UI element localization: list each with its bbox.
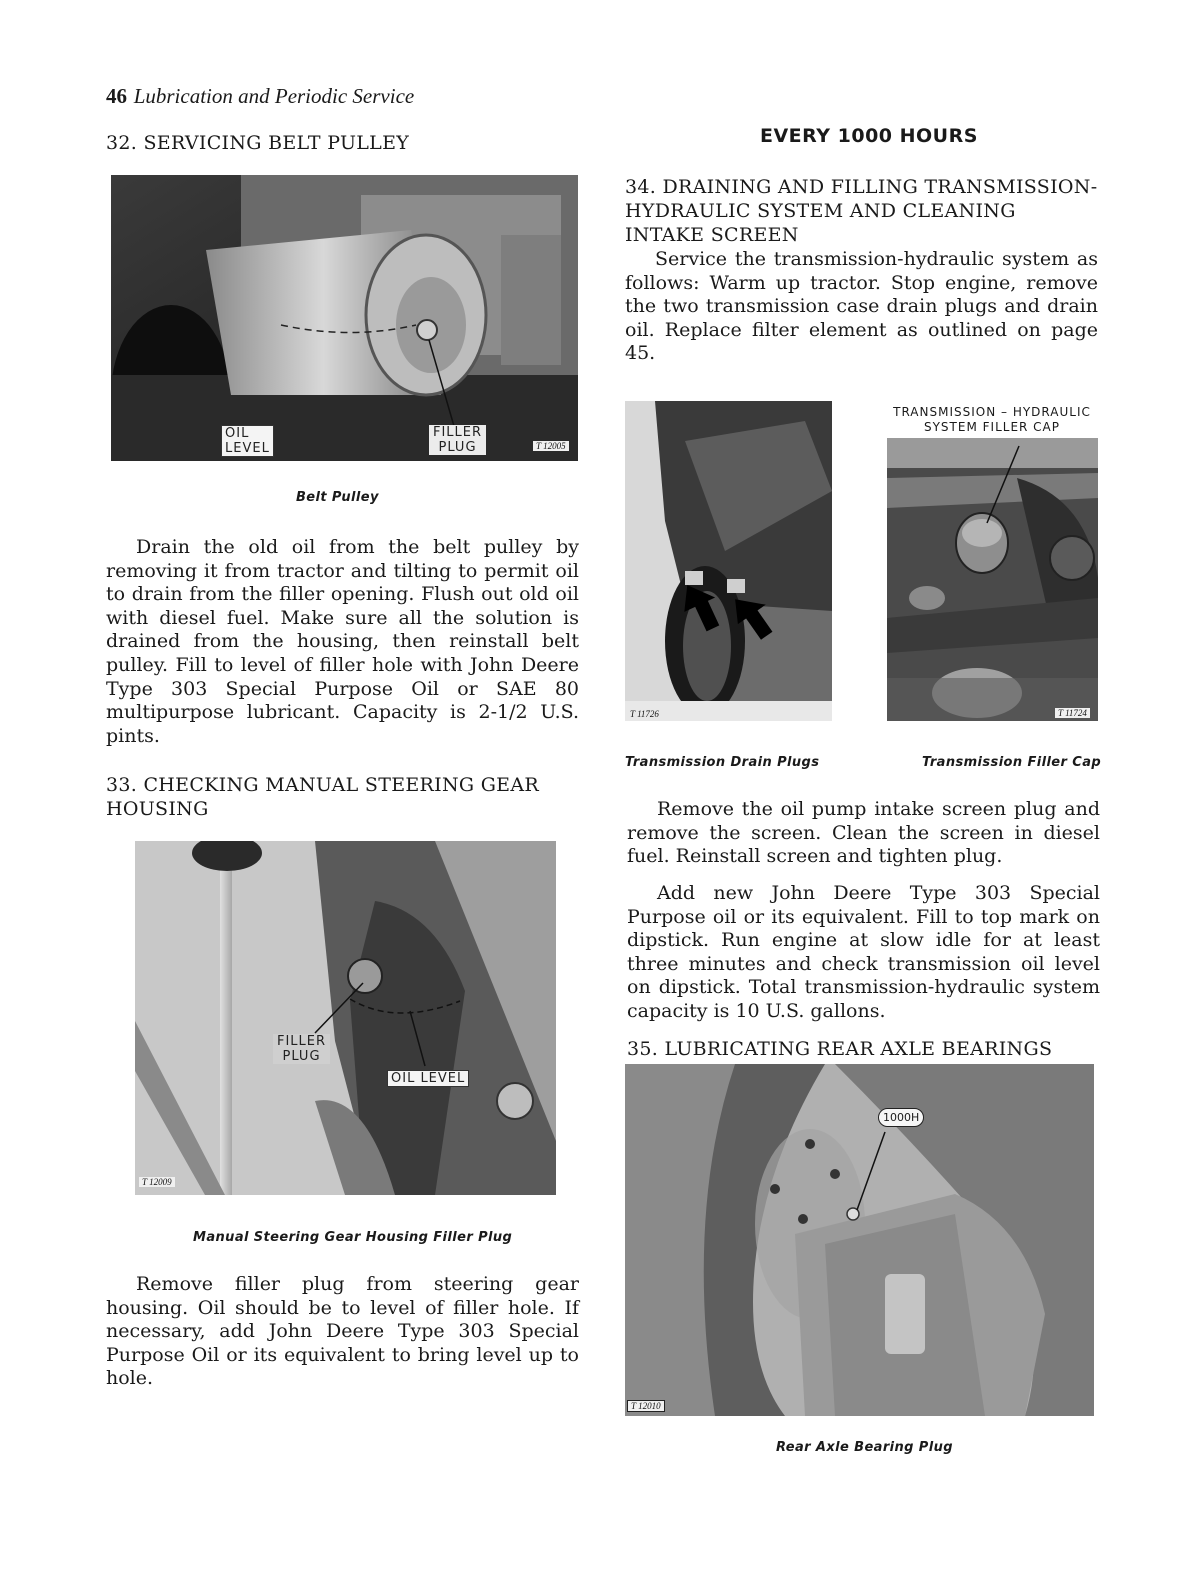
section-35-heading: 35. LUBRICATING REAR AXLE BEARINGS [627, 1038, 1053, 1060]
section-32-heading: 32. SERVICING BELT PULLEY [106, 132, 410, 154]
drain-plugs-photo [625, 401, 832, 721]
section-33-heading-line1: 33. CHECKING MANUAL STEERING GEAR [106, 774, 539, 796]
filler-plug-label: FILLER PLUG [429, 425, 486, 455]
belt-pulley-caption: Belt Pulley [296, 490, 379, 505]
filler-cap-label: TRANSMISSION – HYDRAULIC SYSTEM FILLER CAP [893, 405, 1091, 434]
section-34-body-1: Service the transmission-hydraulic system as follows: Warm up tractor. Stop engine, remove the two transmission case drain plugs and drain oil. Replace filter element as outlined on page 45. [625, 248, 1098, 365]
photo-number: T 11724 [1055, 708, 1090, 718]
section-34-heading: 34. DRAINING AND FILLING TRANSMISSION-HYDRAULIC SYSTEM AND CLEANING INTAKE SCREEN [625, 176, 1098, 246]
section-33-body: Remove filler plug from steering gear housing. Oil should be to level of filler hole. If necessary, add John Deere Type 303 Special Purpose Oil or its equivalent to bring level up to hole. [106, 1273, 579, 1390]
section-33-heading-line2: HOUSING [106, 798, 209, 820]
section-34-body-2: Remove the oil pump intake screen plug and remove the screen. Clean the screen in diesel fuel. Reinstall screen and tighten plug. [627, 798, 1100, 868]
1000-hour-badge: 1000H [878, 1108, 924, 1127]
photo-number: T 12010 [627, 1400, 665, 1412]
section-32-body: Drain the old oil from the belt pulley by removing it from tractor and tilting to permit oil to drain from the filler opening. Flush out old oil with diesel fuel. Make sure all the solution is drained from the housing, then reinstall belt pulley. Fill to level of filler hole with John Deere Type 303 Special Purpose Oil or SAE 80 multipurpose lubricant. Capacity is 2-1/2 U.S. pints. [106, 536, 579, 747]
drain-plugs-caption: Transmission Drain Plugs [625, 755, 820, 770]
steering-gear-caption: Manual Steering Gear Housing Filler Plug [193, 1230, 513, 1245]
page-header [106, 84, 414, 109]
photo-number: T 12009 [139, 1177, 175, 1187]
steering-gear-photo [135, 841, 556, 1195]
photo-number: T 11726 [630, 709, 659, 719]
filler-cap-photo [887, 438, 1098, 721]
section-33-heading [106, 773, 586, 821]
oil-level-label: OIL LEVEL [221, 425, 274, 457]
page-number: 46 [106, 84, 127, 108]
section-34-body-3: Add new John Deere Type 303 Special Purpose oil or its equivalent. Fill to top mark on dipstick. Run engine at slow idle for at least three minutes and check transmission oil level on dipstick. Total transmission-hydraulic system capacity is 10 U.S. gallons. [627, 882, 1100, 1022]
rear-axle-photo [625, 1064, 1094, 1416]
filler-plug-label: FILLER PLUG [273, 1034, 330, 1064]
page-title: Lubrication and Periodic Service [133, 84, 415, 108]
rear-axle-caption: Rear Axle Bearing Plug [776, 1440, 953, 1455]
interval-heading: EVERY 1000 HOURS [760, 125, 978, 147]
filler-cap-caption: Transmission Filler Cap [922, 755, 1102, 770]
oil-level-label: OIL LEVEL [387, 1070, 469, 1087]
photo-number: T 12005 [533, 441, 569, 451]
belt-pulley-photo [111, 175, 578, 461]
